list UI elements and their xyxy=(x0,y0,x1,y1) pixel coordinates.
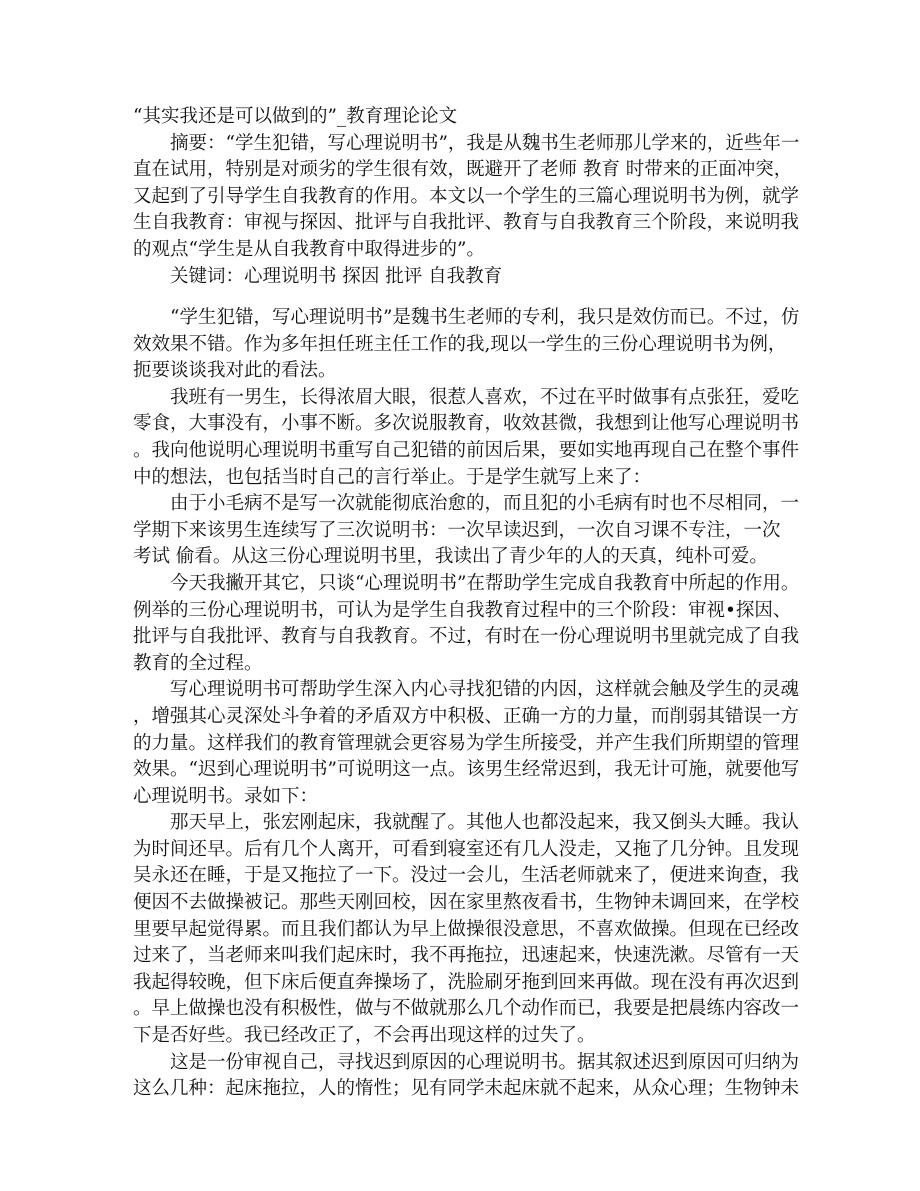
paragraph-line: 里要早起觉得累。而且我们都认为早上做操很没意思，不喜欢做操。但现在已经改 xyxy=(133,918,800,940)
paragraph-line: 我班有一男生，长得浓眉大眼，很惹人喜欢，不过在平时做事有点张狂，爱吃 xyxy=(170,386,800,408)
paragraph-line: “学生犯错，写心理说明书”是魏书生老师的专利，我只是效仿而已。不过，仿 xyxy=(170,307,800,328)
paragraph-line: 的力量。这样我们的教育管理就会更容易为学生所接受，并产生我们所期望的管理 xyxy=(133,732,800,754)
paragraph-line: 我起得较晚，但下床后便直奔操场了，洗脸刷牙拖到回来再做。现在没有再次迟到 xyxy=(133,971,800,993)
paragraph-line: 今天我撇开其它，只谈“心理说明书”在帮助学生完成自我教育中所起的作用。 xyxy=(170,572,800,594)
paragraph xyxy=(133,571,803,677)
paragraph xyxy=(133,491,803,571)
paragraph xyxy=(133,305,803,385)
paragraph-line: 那天早上，张宏刚起床，我就醒了。其他人也都没起来，我又倒头大睡。我认 xyxy=(170,812,800,834)
abstract-line: 直在试用，特别是对顽劣的学生很有效，既避开了老师 教育 时带来的正面冲突， xyxy=(133,159,793,181)
article-title: “其实我还是可以做到的”_教育理论论文 xyxy=(133,106,458,127)
paragraph-line: 吴永还在睡，于是又拖拉了一下。没过一会儿，生活老师就来了，便进来询查，我 xyxy=(133,865,800,887)
paragraph-line: 由于小毛病不是写一次就能彻底治愈的，而且犯的小毛病有时也不尽相同，一 xyxy=(170,493,800,515)
keywords: 关键词：心理说明书 探因 批评 自我教育 xyxy=(170,265,503,287)
paragraph-line: 下是否好些。我已经改正了，不会再出现这样的过失了。 xyxy=(133,1025,596,1047)
abstract-line: 生自我教育：审视与探因、批评与自我批评、教育与自我教育三个阶段，来说明我 xyxy=(133,212,800,234)
paragraph-line: 。早上做操也没有积极性，做与不做就那么几个动作而已，我要是把晨练内容改一 xyxy=(133,998,800,1020)
paragraph-line: 写心理说明书可帮助学生深入内心寻找犯错的内因，这样就会触及学生的灵魂 xyxy=(170,679,800,701)
paragraph-line: 过来了，当老师来叫我们起床时，我不再拖拉，迅速起来，快速洗漱。尽管有一天 xyxy=(133,945,800,967)
paragraph-line: 便因不去做操被记。那些天刚回校，因在家里熬夜看书，生物钟未调回来，在学校 xyxy=(133,892,800,914)
abstract xyxy=(133,131,803,264)
paragraph xyxy=(133,1050,803,1103)
abstract-line: 摘要：“学生犯错，写心理说明书”，我是从魏书生老师那儿学来的，近些年一 xyxy=(170,132,800,154)
abstract-line: 的观点“学生是从自我教育中取得进步的”。 xyxy=(133,238,485,260)
paragraph-line: 效果。“迟到心理说明书”可说明这一点。该男生经常迟到，我无计可施，就要他写 xyxy=(133,759,800,781)
paragraph xyxy=(133,810,803,1049)
paragraph-line: 考试 偷看。从这三份心理说明书里，我读出了青少年的人的天真，纯朴可爱。 xyxy=(133,546,768,568)
paragraph xyxy=(133,385,803,491)
paragraph-line: 教育的全过程。 xyxy=(133,652,263,674)
paragraph-line: 效效果不错。作为多年担任班主任工作的我,现以一学生的三份心理说明书为例， xyxy=(133,333,787,355)
paragraph-line: 零食，大事没有，小事不断。多次说服教育，收效甚微，我想到让他写心理说明书 xyxy=(133,413,800,435)
article-body xyxy=(133,305,803,1103)
abstract-line: 又起到了引导学生自我教育的作用。本文以一个学生的三篇心理说明书为例，就学 xyxy=(133,185,800,207)
paragraph-line: 批评与自我批评、教育与自我教育。不过，有时在一份心理说明书里就完成了自我 xyxy=(133,626,800,648)
paragraph-line: 这么几种：起床拖拉，人的惰性；见有同学未起床就不起来，从众心理；生物钟未 xyxy=(133,1078,800,1100)
paragraph-line: 为时间还早。后有几个人离开，可看到寝室还有几人没走，又拖了几分钟。且发现 xyxy=(133,838,800,860)
paragraph-line: 这是一份审视自己，寻找迟到原因的心理说明书。据其叙述迟到原因可归纳为 xyxy=(170,1051,800,1073)
paragraph-line: 学期下来该男生连续写了三次说明书：一次早读迟到，一次自习课不专注，一次 xyxy=(133,519,781,541)
paragraph xyxy=(133,677,803,810)
paragraph-line: 例举的三份心理说明书，可认为是学生自我教育过程中的三个阶段：审视•探因、 xyxy=(133,599,792,621)
paragraph-line: 。我向他说明心理说明书重写自己犯错的前因后果，要如实地再现自己在整个事件 xyxy=(133,439,800,461)
paragraph-line: 扼要谈谈我对此的看法。 xyxy=(133,360,337,382)
paragraph-line: 心理说明书。录如下： xyxy=(133,785,319,807)
article-header xyxy=(133,104,803,290)
paragraph-line: 中的想法，也包括当时自己的言行举止。于是学生就写上来了： xyxy=(133,466,652,488)
paragraph-line: ，增强其心灵深处斗争着的矛盾双方中积极、正确一方的力量，而削弱其错误一方 xyxy=(133,705,800,727)
